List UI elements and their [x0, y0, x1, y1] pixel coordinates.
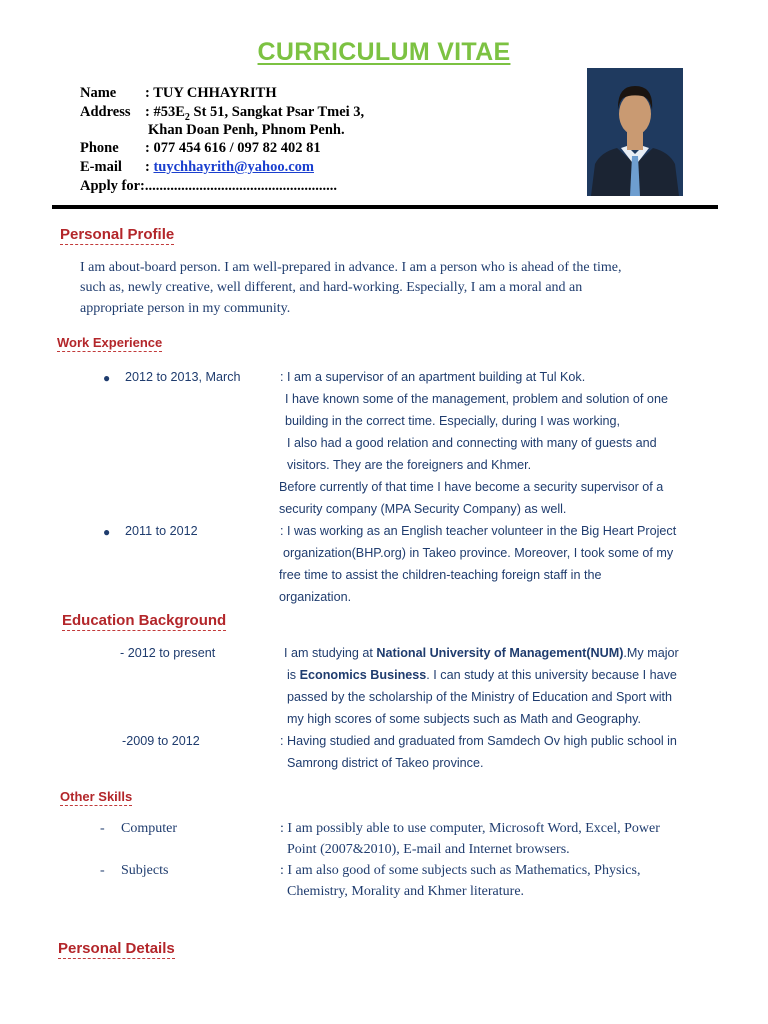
education-heading: Education Background [62, 612, 227, 629]
education-period-1: - 2012 to present [120, 646, 216, 660]
header-divider [52, 205, 718, 209]
work-1-line-4: I also had a good relation and connecting with many of guests and [287, 436, 657, 450]
skill-subjects-line-2: Chemistry, Morality and Khmer literature. [287, 884, 525, 899]
work-1-line-1: : I am a supervisor of an apartment building at Tul Kok. [280, 370, 586, 384]
email-row [145, 159, 314, 176]
name-label: Name [80, 85, 117, 101]
education-2-line-2: Samrong district of Takeo province. [287, 756, 484, 770]
profile-line-1: I am about-board person. I am well-prepared in advance. I am a person who is ahead of the time, [80, 260, 622, 275]
work-1-line-2: I have known some of the management, problem and solution of one [285, 392, 668, 406]
work-2-line-4: organization. [279, 590, 352, 604]
education-1-line-2 [287, 668, 677, 682]
email-colon: : [145, 159, 154, 175]
address-line-1 [145, 104, 364, 123]
address-label: Address [80, 104, 131, 120]
work-1-line-5: visitors. They are the foreigners and Khmer. [287, 458, 532, 472]
work-1-line-7: security company (MPA Security Company) as well. [279, 502, 567, 516]
bullet-icon: ● [103, 525, 111, 539]
document-title: CURRICULUM VITAE [257, 38, 511, 66]
phone-value: : 077 454 616 / 097 82 402 81 [145, 140, 321, 156]
education-1-line-1 [284, 646, 679, 660]
education-1-line-3: passed by the scholarship of the Ministry of Education and Sport with [287, 690, 673, 704]
work-2-line-3: free time to assist the children-teaching foreign staff in the [279, 568, 602, 582]
edu1-l1-pre: I am studying at [284, 646, 377, 660]
edu1-l1-post: .My major [623, 646, 679, 660]
skill-computer-line-1: : I am possibly able to use computer, Microsoft Word, Excel, Power [280, 821, 660, 836]
address-line-2: Khan Doan Penh, Phnom Penh. [148, 122, 345, 138]
bullet-icon: ● [103, 371, 111, 385]
other-skills-heading: Other Skills [60, 789, 133, 804]
profile-line-2: such as, newly creative, well different, and hard-working. Especially, I am a moral and an [80, 280, 583, 295]
skill-subjects-line-1: : I am also good of some subjects such as Mathematics, Physics, [280, 863, 641, 878]
work-period-1: 2012 to 2013, March [125, 370, 241, 384]
email-label: E-mail [80, 159, 122, 175]
personal-profile-heading: Personal Profile [60, 226, 175, 243]
address-prefix: : #53E [145, 104, 185, 120]
university-name: National University of Management(NUM) [376, 646, 624, 660]
email-link[interactable]: tuychhayrith@yahoo.com [153, 159, 314, 175]
skill-dash: - [100, 863, 105, 878]
address-rest: St 51, Sangkat Psar Tmei 3, [189, 104, 365, 120]
address-subscript: 2 [184, 111, 190, 123]
major-name: Economics Business [299, 668, 427, 682]
work-period-2: 2011 to 2012 [125, 524, 198, 538]
skill-label-computer: Computer [121, 821, 177, 836]
work-1-line-6: Before currently of that time I have become a security supervisor of a [279, 480, 664, 494]
apply-for-label: Apply for:..................................................... [80, 178, 337, 194]
skill-computer-line-2: Point (2007&2010), E-mail and Internet browsers. [287, 842, 570, 857]
skill-dash: - [100, 821, 105, 836]
education-1-line-4: my high scores of some subjects such as Math and Geography. [287, 712, 641, 726]
work-1-line-3: building in the correct time. Especially, during I was working, [285, 414, 621, 428]
name-value: : TUY CHHAYRITH [145, 85, 277, 101]
education-period-2: -2009 to 2012 [122, 734, 200, 748]
skill-label-subjects: Subjects [121, 863, 169, 878]
work-experience-heading: Work Experience [57, 335, 163, 350]
profile-line-3: appropriate person in my community. [80, 301, 291, 316]
education-2-line-1: : Having studied and graduated from Samdech Ov high public school in [280, 734, 677, 748]
phone-label: Phone [80, 140, 119, 156]
edu1-l2-post: . I can study at this university because I have [426, 668, 677, 682]
work-2-line-2: organization(BHP.org) in Takeo province. Moreover, I took some of my [283, 546, 674, 560]
edu1-l2-pre: is [287, 668, 300, 682]
portrait-image [587, 68, 683, 196]
work-2-line-1: : I was working as an English teacher volunteer in the Big Heart Project [280, 524, 677, 538]
profile-photo [587, 68, 683, 196]
personal-details-heading: Personal Details [58, 940, 175, 957]
